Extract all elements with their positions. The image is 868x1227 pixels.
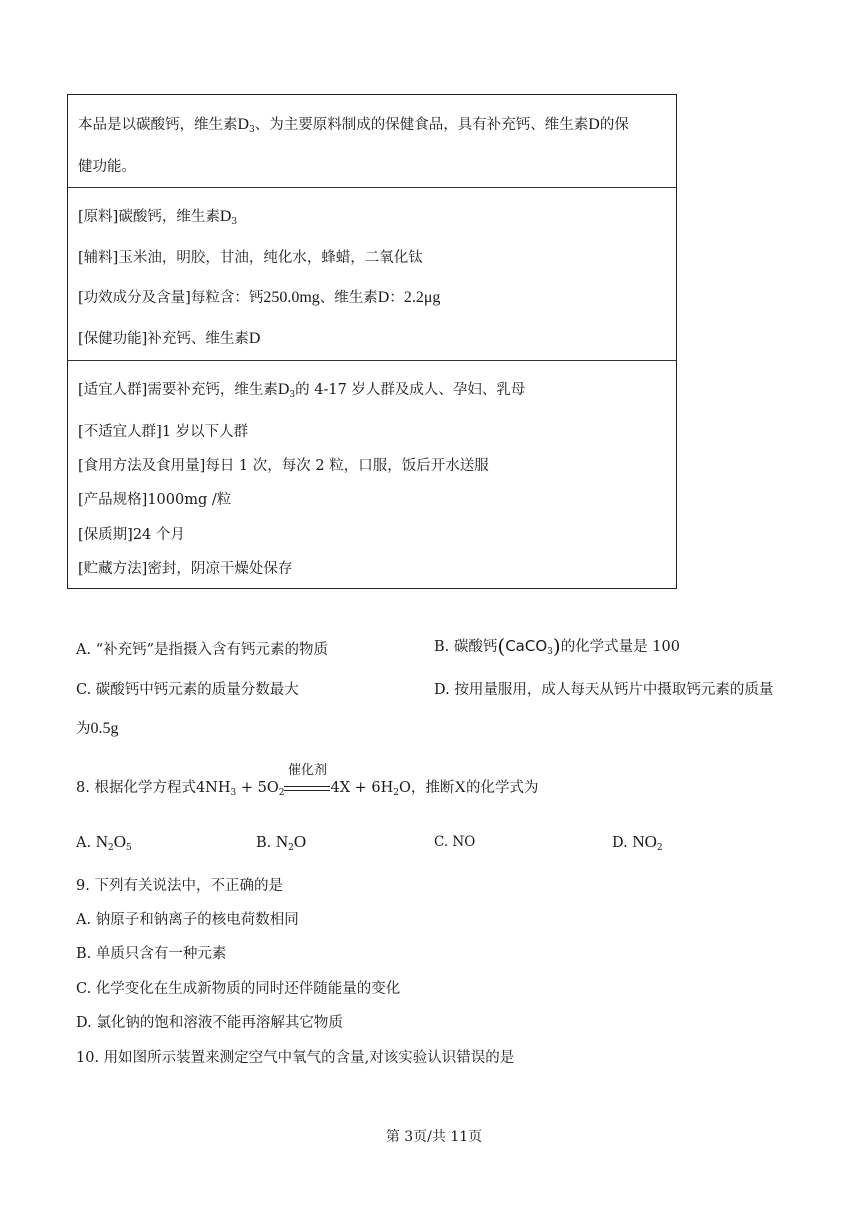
q9-stem: 9. 下列有关说法中，不正确的是 (76, 878, 283, 894)
health-function: [保健功能]补充钙、维生素D (78, 330, 261, 347)
auxiliary-materials: [辅料]玉米油，明胶，甘油，纯化水，蜂蜡，二氧化钛 (78, 250, 423, 266)
product-spec: [产品规格]1000mg /粒 (78, 492, 232, 508)
product-info-table (67, 94, 677, 589)
q8-option-c: C. NO (434, 834, 476, 850)
page-footer: 第 3页/共 11页 (385, 1129, 483, 1145)
intro-line-2: 健功能。 (78, 159, 136, 175)
q9-option-d: D. 氯化钠的饱和溶液不能再溶解其它物质 (76, 1015, 343, 1031)
catalyst-label: 催化剂 (287, 763, 327, 778)
shelf-life: [保质期]24 个月 (78, 527, 185, 543)
q7-option-d: D. 按用量服用，成人每天从钙片中摄取钙元素的质量 (434, 682, 774, 698)
q9-option-a: A. 钠原子和钠离子的核电荷数相同 (76, 912, 299, 928)
q9-option-b: B. 单质只含有一种元素 (76, 946, 227, 962)
q8-option-a: A. $N_2O_5$ (76, 832, 132, 853)
suitable-population: [适宜人群]需要补充钙，维生素$D_3$的 4-17 岁人群及成人、孕妇、乳母 (78, 381, 526, 400)
q9-option-c: C. 化学变化在生成新物质的同时还伴随能量的变化 (76, 981, 401, 997)
q8-stem: 8. 根据化学方程式$4NH_3 + 5O_2$ 催化剂 $4X + 6H_2O$，推断X的化学式为 (76, 776, 538, 798)
table-divider-2 (68, 360, 676, 361)
storage-method: [贮藏方法]密封，阴凉干燥处保存 (78, 561, 293, 577)
q7-option-a: A. “补充钙”是指摄入含有钙元素的物质 (76, 642, 329, 658)
intro-line-1: 本品是以碳酸钙，维生素$D_3$、为主要原料制成的保健食品，具有补充钙、维生素D的保 (78, 116, 629, 135)
q8-option-d: D. $NO_2$ (612, 832, 663, 853)
q7-option-c: C. 碳酸钙中钙元素的质量分数最大 (76, 682, 299, 698)
table-divider-1 (68, 187, 676, 188)
q7-option-d-cont: 为0.5g (76, 720, 119, 737)
usage-instructions: [食用方法及食用量]每日 1 次，每次 2 粒，口服，饭后开水送服 (78, 458, 489, 474)
q8-option-b: B. $N_2O$ (256, 832, 307, 853)
q10-stem: 10. 用如图所示装置来测定空气中氧气的含量,对该实验认识错误的是 (76, 1050, 515, 1066)
active-content: [功效成分及含量]每粒含：钙250.0mg、维生素D：2.2μg (78, 289, 441, 306)
q7-option-b: B. 碳酸钙(CaCO$_3$)的化学式量是 100 (434, 634, 680, 658)
equilibrium-arrow (284, 763, 330, 795)
raw-materials: [原料]碳酸钙，维生素$D_3$ (78, 208, 238, 227)
unsuitable-population: [不适宜人群]1 岁以下人群 (78, 424, 249, 440)
